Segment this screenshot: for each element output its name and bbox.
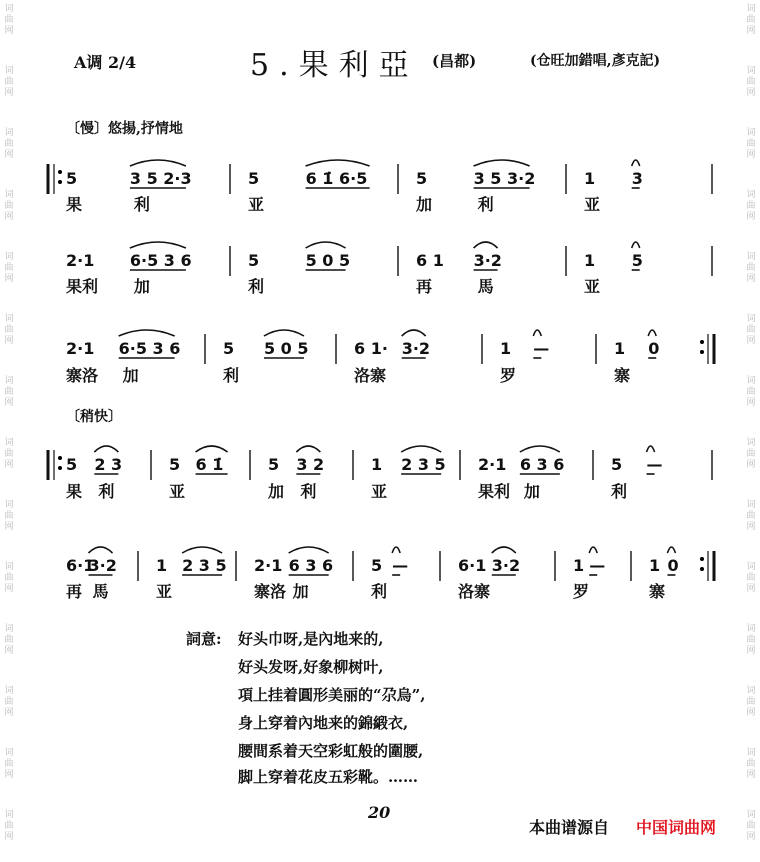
lyric-syllable: 加 xyxy=(523,482,540,501)
note-group: — xyxy=(392,556,409,575)
note-group: 5 xyxy=(416,169,428,188)
watermark-text: 词 曲 网 xyxy=(746,376,756,408)
slur-arc xyxy=(402,330,426,336)
watermark-text: 词 曲 网 xyxy=(746,252,756,284)
slur-arc xyxy=(306,242,346,248)
watermark-text: 词 曲 网 xyxy=(746,810,756,842)
lyric-syllable: 利 xyxy=(300,482,317,501)
lyric-syllable: 亚 xyxy=(156,582,173,601)
watermark-text: 词 曲 网 xyxy=(746,314,756,346)
note-group: 6·5 3 6 xyxy=(118,339,181,358)
note-group: 1 xyxy=(371,455,383,474)
watermark-text: 词 曲 网 xyxy=(746,624,756,656)
singer-note: (仓旺加錯唱,彥克記) xyxy=(530,53,661,69)
note-group: 2 3 xyxy=(94,455,123,474)
slur-arc xyxy=(632,242,640,248)
note-group: 5 0 5 xyxy=(305,251,351,270)
source-site-link[interactable]: 中国词曲网 xyxy=(636,818,717,837)
song-title: 5.果利亞 xyxy=(250,48,419,83)
repeat-dot xyxy=(58,456,62,460)
note-group: 1 xyxy=(573,556,585,575)
verse-line: 好头巾呀,是內地来的, xyxy=(238,630,384,648)
note-group: 2·1 xyxy=(66,251,95,270)
note-group: 6·1 xyxy=(66,556,95,575)
slur-arc xyxy=(94,446,118,452)
note-group: 6·5 3 6 xyxy=(129,251,192,270)
note-group: 0 xyxy=(667,556,679,575)
slur-arc xyxy=(520,446,560,452)
lyric-syllable: 罗 xyxy=(500,366,517,385)
repeat-dot xyxy=(58,180,62,184)
slur-arc xyxy=(196,446,228,452)
slur-arc xyxy=(667,547,675,553)
watermark-text: 词 曲 网 xyxy=(4,686,14,718)
lyric-syllable: 利 xyxy=(248,277,265,296)
lyric-syllable: 馬 xyxy=(92,582,109,601)
slur-arc xyxy=(647,446,655,452)
note-group: 3 5 2·3 xyxy=(129,169,192,188)
repeat-dot xyxy=(58,170,62,174)
lyric-syllable: 加 xyxy=(268,482,285,501)
slur-arc xyxy=(632,160,640,166)
note-group: 1 xyxy=(584,169,596,188)
note-group: 1 xyxy=(614,339,626,358)
lyric-syllable: 寨 xyxy=(614,366,631,385)
note-group: — xyxy=(589,556,606,575)
slur-arc xyxy=(130,160,186,166)
slur-arc xyxy=(130,242,186,248)
watermark-text: 词 曲 网 xyxy=(4,252,14,284)
verse-label: 詞意: xyxy=(186,630,222,648)
note-group: 5 xyxy=(66,169,78,188)
note-group: 5 xyxy=(248,251,260,270)
note-group: — xyxy=(533,339,550,358)
tempo-marking-1: 〔慢〕悠揚,抒情地 xyxy=(66,121,183,137)
repeat-dot xyxy=(700,340,704,344)
watermark-text: 词 曲 网 xyxy=(746,438,756,470)
slur-arc xyxy=(289,547,329,553)
slur-arc xyxy=(648,330,656,336)
watermark-text: 词 曲 网 xyxy=(4,810,14,842)
lyric-syllable: 再 xyxy=(416,277,433,296)
note-group: 2 3 5 xyxy=(182,556,227,575)
repeat-dot xyxy=(700,567,704,571)
lyric-syllable: 利 xyxy=(223,366,240,385)
watermark-text: 词 曲 网 xyxy=(4,190,14,222)
note-group: 6 1· xyxy=(354,339,388,358)
watermark-text: 词 曲 网 xyxy=(746,748,756,780)
slur-arc xyxy=(392,547,400,553)
lyric-syllable: 馬 xyxy=(477,277,494,296)
note-group: 5 xyxy=(169,455,181,474)
note-group: 5 xyxy=(66,455,78,474)
note-group: 2·1 xyxy=(254,556,283,575)
note-group: 3·2 xyxy=(88,556,117,575)
note-group: 2 3 5 xyxy=(401,455,446,474)
note-group: 2·1 xyxy=(66,339,95,358)
watermark-text: 词 曲 网 xyxy=(746,686,756,718)
note-group: 6 3 6 xyxy=(519,455,565,474)
slur-arc xyxy=(474,242,498,248)
note-group: 0 xyxy=(648,339,660,358)
lyric-syllable: 加 xyxy=(122,366,139,385)
note-group: 3·2 xyxy=(491,556,521,575)
note-group: 3 5 3·2 xyxy=(473,169,536,188)
slur-arc xyxy=(182,547,222,553)
verse-line: 脚上穿着花皮五彩靴。…… xyxy=(238,768,419,786)
watermark-text: 词 曲 网 xyxy=(4,4,14,36)
note-group: 5 0 5 xyxy=(263,339,309,358)
lyric-syllable: 寨 xyxy=(649,582,666,601)
note-group: 6 1 xyxy=(416,251,444,270)
note-group: 5 xyxy=(223,339,235,358)
note-group: 5 xyxy=(371,556,383,575)
lyric-syllable: 利 xyxy=(371,582,388,601)
note-group: 3·2 xyxy=(401,339,431,358)
tempo-marking-2: 〔稍快〕 xyxy=(66,409,122,425)
watermark-text: 词 曲 网 xyxy=(746,190,756,222)
lyric-syllable: 罗 xyxy=(573,582,590,601)
lyric-syllable: 利 xyxy=(98,482,115,501)
slur-arc xyxy=(89,547,113,553)
slur-arc xyxy=(401,446,441,452)
lyric-syllable: 寨洛 xyxy=(66,366,99,385)
lyric-syllable: 加 xyxy=(133,277,150,296)
watermark-text: 词 曲 网 xyxy=(746,4,756,36)
note-group: 1 xyxy=(156,556,168,575)
lyric-syllable: 再 xyxy=(66,582,83,601)
note-group: 5 xyxy=(611,455,623,474)
lyric-syllable: 寨洛 xyxy=(254,582,287,601)
page-number: 20 xyxy=(368,803,391,822)
note-group: 5 xyxy=(248,169,260,188)
repeat-dot xyxy=(700,557,704,561)
note-group: 1 xyxy=(649,556,661,575)
slur-arc xyxy=(119,330,175,336)
note-group: — xyxy=(646,455,663,474)
lyric-syllable: 亚 xyxy=(584,195,601,214)
watermark-text: 词 曲 网 xyxy=(746,66,756,98)
lyric-syllable: 加 xyxy=(292,582,309,601)
watermark-text: 词 曲 网 xyxy=(4,376,14,408)
watermark-text: 词 曲 网 xyxy=(4,128,14,160)
watermark-text: 词 曲 网 xyxy=(4,500,14,532)
watermark-text: 词 曲 网 xyxy=(4,748,14,780)
watermark-text: 词 曲 网 xyxy=(4,438,14,470)
song-region: (昌都) xyxy=(432,52,477,70)
watermark-text: 词 曲 网 xyxy=(746,128,756,160)
watermark-text: 词 曲 网 xyxy=(4,66,14,98)
watermark-text: 词 曲 网 xyxy=(4,562,14,594)
lyric-syllable: 果 xyxy=(66,195,83,214)
lyric-syllable: 亚 xyxy=(248,195,265,214)
source-label: 本曲谱源自 xyxy=(529,818,610,837)
note-group: 2·1 xyxy=(478,455,507,474)
lyric-syllable: 果利 xyxy=(478,482,511,501)
verse-line: 好头发呀,好象柳树叶, xyxy=(238,658,384,676)
lyric-syllable: 利 xyxy=(133,195,150,214)
repeat-dot xyxy=(700,350,704,354)
note-group: 6 1̇ 6·5 xyxy=(305,169,368,188)
lyric-syllable: 果利 xyxy=(66,277,99,296)
verse-line: 身上穿着內地来的錦緞衣, xyxy=(238,714,409,732)
note-group: 6 3 6 xyxy=(288,556,334,575)
slur-arc xyxy=(306,160,370,166)
lyric-syllable: 洛寨 xyxy=(458,582,491,601)
slur-arc xyxy=(474,160,530,166)
slur-arc xyxy=(492,547,516,553)
lyric-syllable: 果 xyxy=(66,482,83,501)
lyric-syllable: 加 xyxy=(416,195,433,214)
lyric-syllable: 利 xyxy=(611,482,628,501)
note-group: 1 xyxy=(500,339,512,358)
note-group: 5 xyxy=(631,251,643,270)
watermark-text: 词 曲 网 xyxy=(4,624,14,656)
note-group: 3·2 xyxy=(473,251,502,270)
slur-arc xyxy=(264,330,304,336)
note-group: 6 1̇ xyxy=(195,455,224,474)
lyric-syllable: 洛寨 xyxy=(354,366,387,385)
watermark-text: 词 曲 网 xyxy=(746,562,756,594)
lyric-syllable: 亚 xyxy=(371,482,388,501)
slur-arc xyxy=(589,547,597,553)
note-group: 3 xyxy=(631,169,643,188)
note-group: 3 2 xyxy=(296,455,325,474)
slur-arc xyxy=(533,330,541,336)
verse-line: 腰間系着天空彩虹般的圍腰, xyxy=(238,742,424,760)
watermark-text: 词 曲 网 xyxy=(4,314,14,346)
lyric-syllable: 亚 xyxy=(584,277,601,296)
verse-line: 項上挂着圓形美丽的“尕烏”, xyxy=(238,686,426,704)
lyric-syllable: 亚 xyxy=(169,482,186,501)
note-group: 1 xyxy=(584,251,596,270)
repeat-dot xyxy=(58,466,62,470)
note-group: 5 xyxy=(268,455,280,474)
lyric-syllable: 利 xyxy=(477,195,494,214)
watermark-text: 词 曲 网 xyxy=(746,500,756,532)
slur-arc xyxy=(296,446,320,452)
key-signature: A调 2/4 xyxy=(74,53,137,72)
note-group: 6·1 xyxy=(458,556,487,575)
